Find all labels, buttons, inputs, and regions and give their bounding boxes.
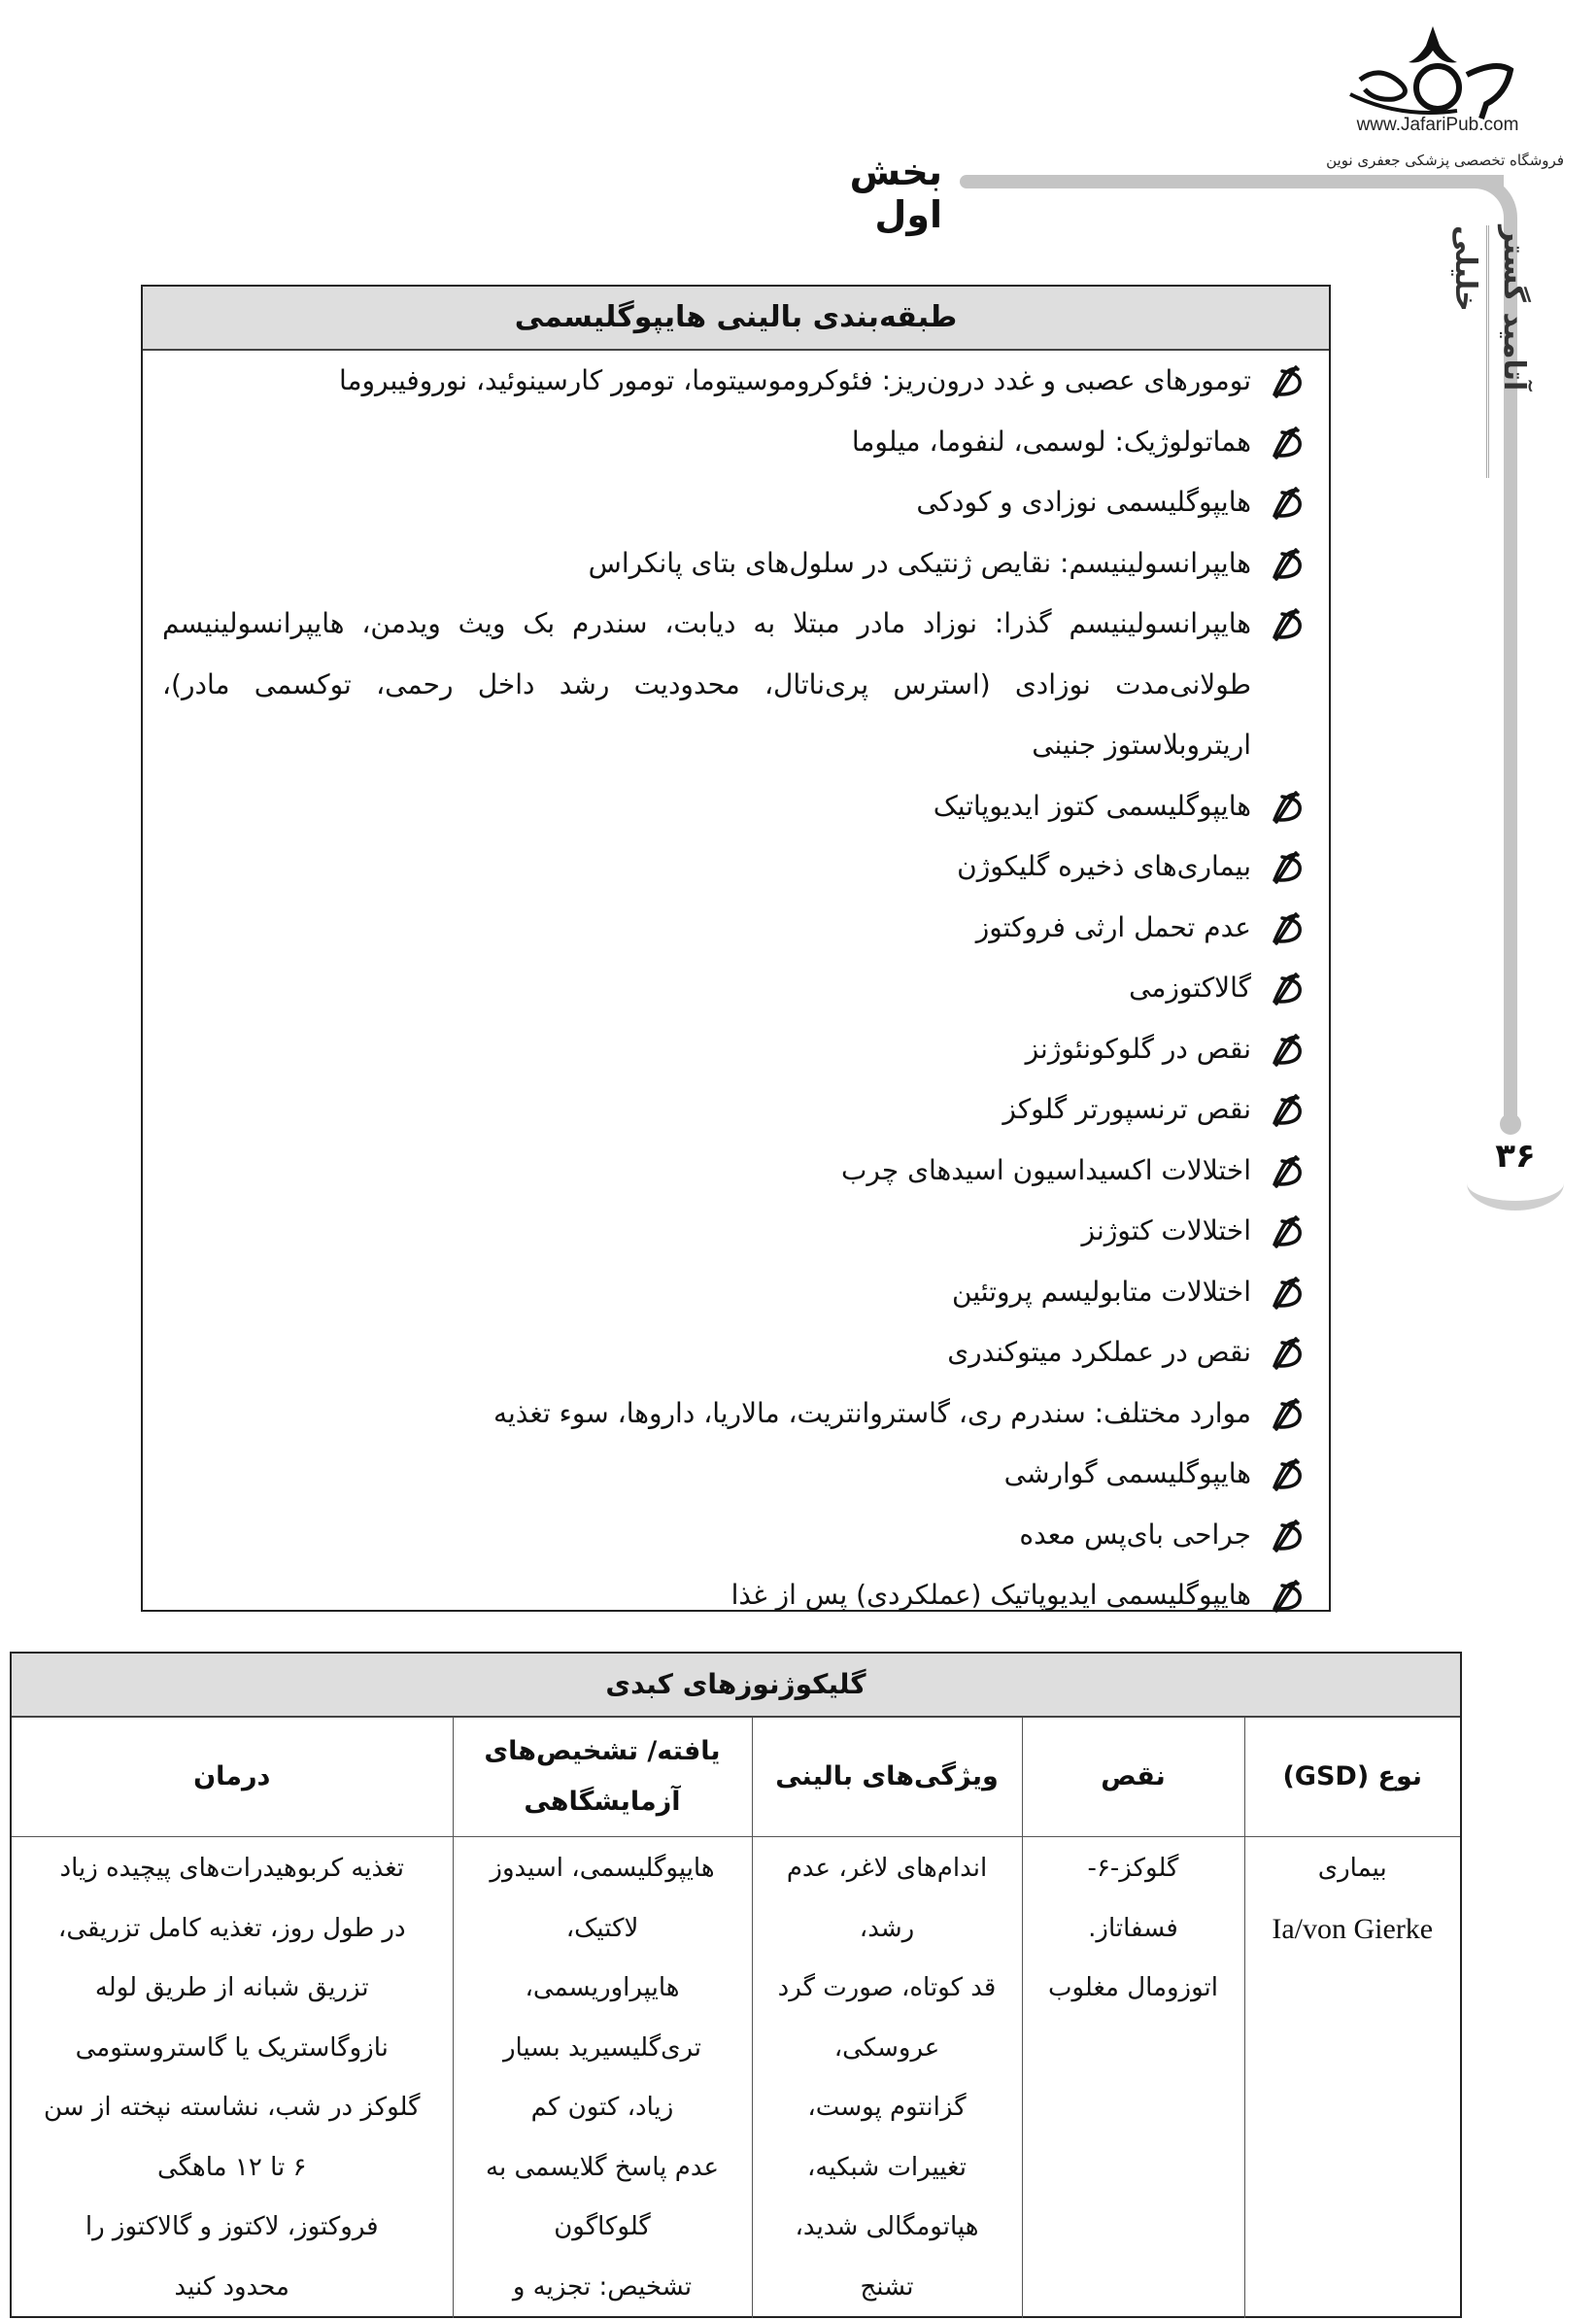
- checkmark-script-icon: [1269, 791, 1307, 824]
- cell-line: هایپوگلیسمی، اسیدوز: [490, 1854, 715, 1883]
- gsd-table-title: گلیکوژنوزهای کبدی: [12, 1654, 1460, 1718]
- cell-line: زیاد، کتون کم: [530, 2093, 674, 2122]
- list-item: [162, 1079, 1329, 1141]
- column-header: ویژگی‌های بالینی: [752, 1718, 1022, 1837]
- list-item: [162, 1444, 1329, 1505]
- list-item: [162, 1322, 1329, 1383]
- header-rule: [960, 175, 1504, 188]
- list-item: [162, 472, 1329, 533]
- header-rule-curve: [1463, 175, 1517, 233]
- list-item: [162, 776, 1329, 837]
- cell-lab: [453, 1837, 752, 2319]
- table-row: [12, 1837, 1460, 2319]
- checkmark-script-icon: [1269, 1215, 1307, 1248]
- checkmark-script-icon: [1269, 1337, 1307, 1370]
- cell-line: گزانتوم پوست،: [807, 2093, 967, 2122]
- cell-line: رشد،: [859, 1913, 915, 1943]
- cell-line: ۶ تا ۱۲ ماهگی: [157, 2152, 307, 2182]
- list-item: [162, 412, 1329, 473]
- cell-line: عدم پاسخ گلایسمی به: [486, 2152, 719, 2182]
- column-header: نقص: [1022, 1718, 1244, 1837]
- cell-line: اندام‌های لاغر، عدم: [786, 1854, 988, 1883]
- cell-line: فروکتوز، لاکتوز و گالاکتوز را: [85, 2212, 379, 2241]
- list-item-text: اختلالات متابولیسم پروتئین: [952, 1275, 1251, 1308]
- checkmark-script-icon: [1269, 426, 1307, 460]
- checkmark-script-icon: [1269, 548, 1307, 581]
- list-item-text: هایپوگلیسمی کتوز ایدیوپاتیک: [933, 789, 1251, 822]
- checkmark-script-icon: [1269, 1398, 1307, 1431]
- side-rule-end: [1500, 1113, 1521, 1135]
- list-item: [162, 898, 1329, 959]
- cell-line: قد کوتاه، صورت گرد: [777, 1973, 997, 2002]
- table-header-row: [12, 1718, 1460, 1837]
- cell-line: فسفاتاز.: [1088, 1913, 1178, 1943]
- cell-line: نازوگاستریک یا گاستروستومی: [75, 2032, 389, 2063]
- checkmark-script-icon: [1269, 851, 1307, 884]
- list-item-text: هایپرانسولینیسم گذرا: نوزاد مادر مبتلا به دیابت، سندرم بک ویث ویدمن، هایپرانسولینیسم طولانی‌مدت نوزادی (استرس پری‌ناتال، محدودیت رشد داخل رحمی، توکسمی مادر)، اریتروبلاستوز جنینی: [162, 607, 1251, 761]
- cell-line: گلوکز-۶-: [1087, 1854, 1179, 1883]
- checkmark-script-icon: [1269, 1155, 1307, 1188]
- list-item-text: هایپرانسولینیسم: نقایص ژنتیکی در سلول‌های بتای پانکراس: [588, 546, 1251, 579]
- cell-type: [1244, 1837, 1460, 2319]
- checkmark-script-icon: [1269, 972, 1307, 1006]
- list-item: [162, 1505, 1329, 1566]
- list-item-text: اختلالات اکسیداسیون اسیدهای چرب: [841, 1153, 1251, 1186]
- list-item-text: نقص در عملکرد میتوکندری: [947, 1336, 1251, 1368]
- list-item-text: هماتولوژیک: لوسمی، لنفوما، میلوما: [851, 425, 1251, 458]
- column-header: یافته/ تشخیص‌های آزمایشگاهی: [453, 1718, 752, 1837]
- list-item-text: عدم تحمل ارثی فروکتوز: [975, 910, 1251, 943]
- column-header: درمان: [12, 1718, 453, 1837]
- page-number: ۳۶: [1495, 1137, 1536, 1176]
- list-item-text: جراحی بای‌پس معده: [1019, 1518, 1251, 1551]
- classification-title: طبقه‌بندی بالینی هایپوگلیسمی: [143, 287, 1329, 351]
- list-item-text: نقص ترنسپورتر گلوکز: [1002, 1093, 1251, 1125]
- cell-line: Ia/von Gierke: [1272, 1912, 1434, 1945]
- list-item-text: تومورهای عصبی و غدد درون‌ریز: فئوکروموسیتوما، تومور کارسینوئید، نوروفیبروما: [339, 364, 1251, 396]
- section-title: بخش اول: [849, 151, 942, 236]
- publisher-logo: [1341, 21, 1525, 128]
- checkmark-script-icon: [1269, 1580, 1307, 1613]
- book-side-title: آتامید گستر خلیلی: [1486, 225, 1538, 478]
- list-item: [162, 533, 1329, 595]
- gsd-table-box: [10, 1652, 1462, 2318]
- cell-line: هایپراوریسمی،: [525, 1973, 680, 2002]
- cell-treatment: [12, 1837, 453, 2319]
- cell-line: تغییرات شبکیه،: [807, 2152, 967, 2182]
- list-item-text: گالاکتوزمی: [1129, 972, 1251, 1004]
- checkmark-script-icon: [1269, 1094, 1307, 1127]
- website-url: www.JafariPub.com: [1356, 115, 1519, 135]
- cell-line: در طول روز، تغذیه کامل تزریقی،: [57, 1913, 406, 1943]
- cell-defect: [1022, 1837, 1244, 2319]
- list-item: [162, 594, 1329, 776]
- cell-line: محدود کنید: [174, 2271, 289, 2302]
- list-item-text: موارد مختلف: سندرم ری، گاستروانتریت، مالاریا، داروها، سوء تغذیه: [492, 1396, 1251, 1429]
- list-item: [162, 351, 1329, 412]
- checkmark-script-icon: [1269, 1034, 1307, 1067]
- list-item: [162, 1565, 1329, 1626]
- list-item-text: هایپوگلیسمی گوارشی: [1003, 1457, 1251, 1489]
- cell-line: بیماری: [1317, 1854, 1387, 1883]
- classification-list: [143, 351, 1329, 1626]
- list-item-text: هایپوگلیسمی نوزادی و کودکی: [916, 486, 1251, 518]
- cell-clinical: [752, 1837, 1022, 2319]
- cell-line: گلوکز در شب، نشاسته نپخته از سن: [44, 2093, 421, 2122]
- list-item-text: نقص در گلوکونئوژنز: [1025, 1032, 1251, 1065]
- cell-line: تغذیه کربوهیدرات‌های پیچیده زیاد: [59, 1854, 404, 1883]
- list-item-text: هایپوگلیسمی ایدیوپاتیک (عملکردی) پس از غذا: [730, 1579, 1251, 1611]
- cell-line: تشنج: [860, 2271, 914, 2302]
- list-item-text: اختلالات کتوژنز: [1081, 1214, 1251, 1246]
- list-item: [162, 1201, 1329, 1262]
- list-item: [162, 1019, 1329, 1080]
- list-item: [162, 958, 1329, 1019]
- list-item: [162, 836, 1329, 898]
- checkmark-script-icon: [1269, 608, 1307, 641]
- cell-line: لاکتیک،: [565, 1913, 639, 1943]
- checkmark-script-icon: [1269, 1458, 1307, 1491]
- list-item: [162, 1141, 1329, 1202]
- list-item: [162, 1383, 1329, 1445]
- checkmark-script-icon: [1269, 1277, 1307, 1310]
- cell-line: گلوکاگون: [554, 2212, 651, 2241]
- cell-line: اتوزومال مغلوب: [1048, 1973, 1218, 2002]
- cell-line: عروسکی،: [833, 2032, 940, 2063]
- list-item-text: بیماری‌های ذخیره گلیکوژن: [957, 850, 1251, 882]
- cell-line: تزریق شبانه از طریق لوله: [94, 1973, 369, 2002]
- cell-line: هپاتومگالی شدید،: [795, 2212, 979, 2241]
- checkmark-script-icon: [1269, 487, 1307, 520]
- column-header: نوع (GSD): [1244, 1718, 1460, 1837]
- cell-line: تری‌گلیسیرید بسیار: [502, 2032, 702, 2063]
- checkmark-script-icon: [1269, 1519, 1307, 1552]
- classification-box: [141, 285, 1331, 1612]
- list-item: [162, 1262, 1329, 1323]
- checkmark-script-icon: [1269, 365, 1307, 398]
- checkmark-script-icon: [1269, 912, 1307, 945]
- gsd-table: [12, 1718, 1460, 2318]
- store-name: فروشگاه تخصصی پزشکی جعفری نوین: [1326, 152, 1564, 169]
- cell-line: تشخیص: تجزیه و: [512, 2271, 693, 2302]
